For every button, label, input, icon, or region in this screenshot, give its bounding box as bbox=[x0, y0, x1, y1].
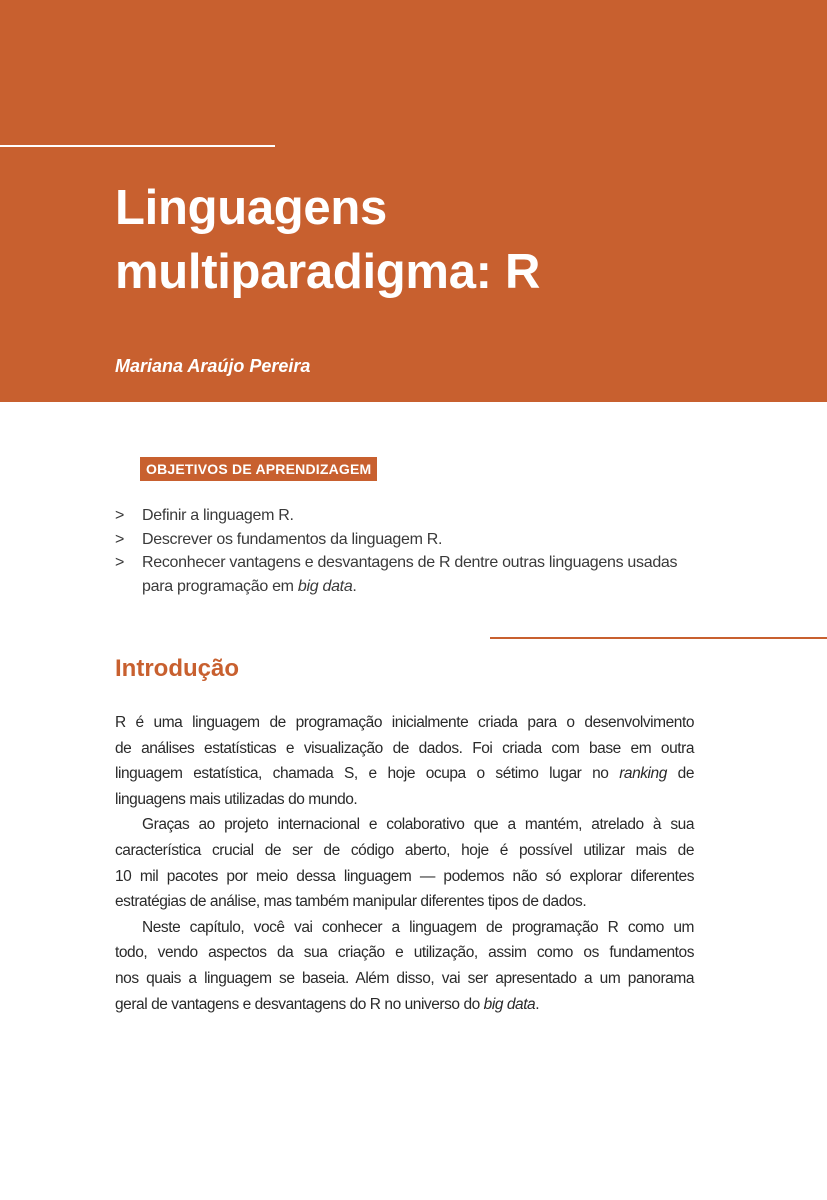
text-run: R é uma linguagem de programação inicialmente criada para o desenvolvimento bbox=[115, 714, 694, 731]
italic-term: big data bbox=[483, 995, 536, 1013]
italic-term: ranking bbox=[619, 765, 667, 783]
text-run: de bbox=[666, 765, 694, 783]
text-run: . bbox=[535, 995, 540, 1013]
italic-term: big data bbox=[297, 577, 353, 595]
chapter-title bbox=[115, 176, 540, 304]
objectives-badge: OBJETIVOS DE APRENDIZAGEM bbox=[140, 457, 377, 481]
body-text-line bbox=[115, 736, 694, 762]
body-text-line bbox=[115, 992, 694, 1018]
bullet-chevron-icon: > bbox=[115, 507, 125, 524]
body-text-line bbox=[115, 838, 694, 864]
text-run: nos quais a linguagem se baseia. Além disso, vai ser apresentado a um panorama bbox=[115, 969, 694, 987]
body-text-line bbox=[115, 966, 694, 992]
body-text-line bbox=[115, 889, 694, 915]
text-run: de análises estatísticas e visualização de dados. Foi criada com base em outra bbox=[115, 739, 694, 757]
bullet-chevron-icon: > bbox=[115, 530, 125, 548]
text-run: 10 mil pacotes por meio dessa linguagem — podemos não só explorar diferentes bbox=[115, 867, 694, 885]
body-text-line bbox=[115, 915, 694, 941]
text-run: linguagem estatística, chamada S, e hoje ocupa o sétimo lugar no bbox=[115, 765, 620, 783]
objective-item bbox=[115, 528, 705, 552]
chapter-title-line: Linguagens bbox=[115, 181, 387, 235]
text-run: geral de vantagens e desvantagens do R no universo do bbox=[115, 995, 484, 1013]
intro-body bbox=[115, 710, 694, 1017]
objective-item bbox=[115, 551, 705, 598]
body-text-line bbox=[115, 761, 694, 787]
body-text-line bbox=[115, 940, 694, 966]
body-text-line bbox=[115, 787, 694, 813]
text-run: Graças ao projeto internacional e colaborativo que a mantém, atrelado à sua bbox=[142, 816, 694, 834]
chapter-header bbox=[0, 0, 827, 402]
section-heading: Introdução bbox=[115, 655, 239, 682]
text-run: estratégias de análise, mas também manipular diferentes tipos de dados. bbox=[115, 893, 587, 911]
text-run: Neste capítulo, você vai conhecer a linguagem de programação R como um bbox=[142, 918, 694, 936]
header-divider bbox=[0, 145, 275, 147]
author-name: Mariana Araújo Pereira bbox=[115, 356, 311, 376]
body-text-line bbox=[115, 812, 694, 838]
chapter-title-line: multiparadigma: R bbox=[115, 245, 541, 299]
text-run: linguagens mais utilizadas do mundo. bbox=[115, 790, 358, 808]
body-text-line bbox=[115, 864, 694, 890]
text-run: todo, vendo aspectos da sua criação e utilização, assim como os fundamentos bbox=[115, 944, 694, 962]
text-run: característica crucial de ser de código aberto, hoje é possível utilizar mais de bbox=[115, 841, 694, 859]
objective-text bbox=[142, 507, 294, 524]
text-run: Reconhecer vantagens e desvantagens de R dentre outras linguagens usadas para programação em bbox=[142, 554, 678, 595]
objective-text bbox=[142, 531, 442, 548]
objective-text bbox=[142, 554, 677, 595]
body-text-line bbox=[115, 710, 694, 736]
objectives-list bbox=[115, 504, 705, 598]
text-run: Descrever os fundamentos da linguagem R. bbox=[142, 530, 443, 548]
text-run: Definir a linguagem R. bbox=[142, 507, 294, 524]
section-divider bbox=[490, 637, 827, 639]
bullet-chevron-icon: > bbox=[115, 554, 125, 571]
text-run: . bbox=[352, 577, 357, 595]
objective-item bbox=[115, 504, 705, 528]
